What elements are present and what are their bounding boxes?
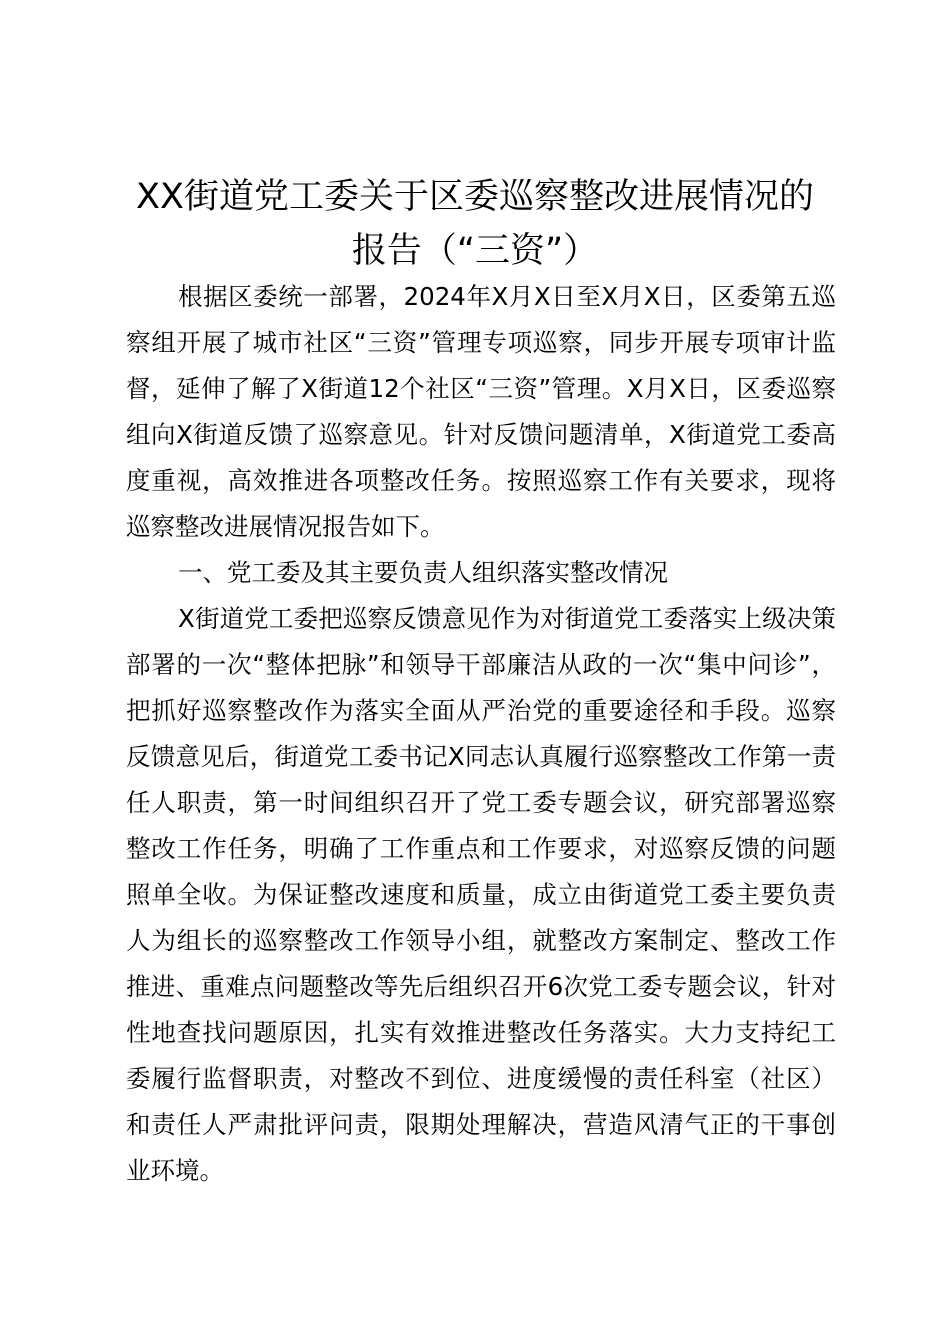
document-title	[118, 170, 832, 278]
paragraph-section-1: X街道党工委把巡察反馈意见作为对街道党工委落实上级决策部署的一次“整体把脉”和领导干部廉洁从政的一次“集中问诊”，把抓好巡察整改作为落实全面从严治党的重要途径和手段。巡察反馈意见后，街道党工委书记X同志认真履行巡察整改工作第一责任人职责，第一时间组织召开了党工委专题会议，研究部署巡察整改工作任务，明确了工作重点和工作要求，对巡察反馈的问题照单全收。为保证整改速度和质量，成立由街道党工委主要负责人为组长的巡察整改工作领导小组，就整改方案制定、整改工作推进、重难点问题整改等先后组织召开6次党工委专题会议，针对性地查找问题原因，扎实有效推进整改任务落实。大力支持纪工委履行监督职责，对整改不到位、进度缓慢的责任科室（社区）和责任人严肃批评问责，限期处理解决，营造风清气正的干事创业环境。	[126, 604, 836, 1185]
section-heading-1: 一、党工委及其主要负责人组织落实整改情况	[178, 558, 668, 587]
title-line-1: XX街道党工委关于区委巡察整改进展情况的	[136, 177, 814, 217]
paragraph-intro: 根据区委统一部署，2024年X月X日至X月X日，区委第五巡察组开展了城市社区“三资”管理专项巡察，同步开展专项审计监督，延伸了解了X街道12个社区“三资”管理。X月X日，区委巡察组向X街道反馈了巡察意见。针对反馈问题清单，X街道党工委高度重视，高效推进各项整改任务。按照巡察工作有关要求，现将巡察整改进展情况报告如下。	[126, 282, 836, 541]
title-line-2: 报告（“三资”）	[351, 231, 599, 271]
document-body	[126, 274, 836, 1194]
